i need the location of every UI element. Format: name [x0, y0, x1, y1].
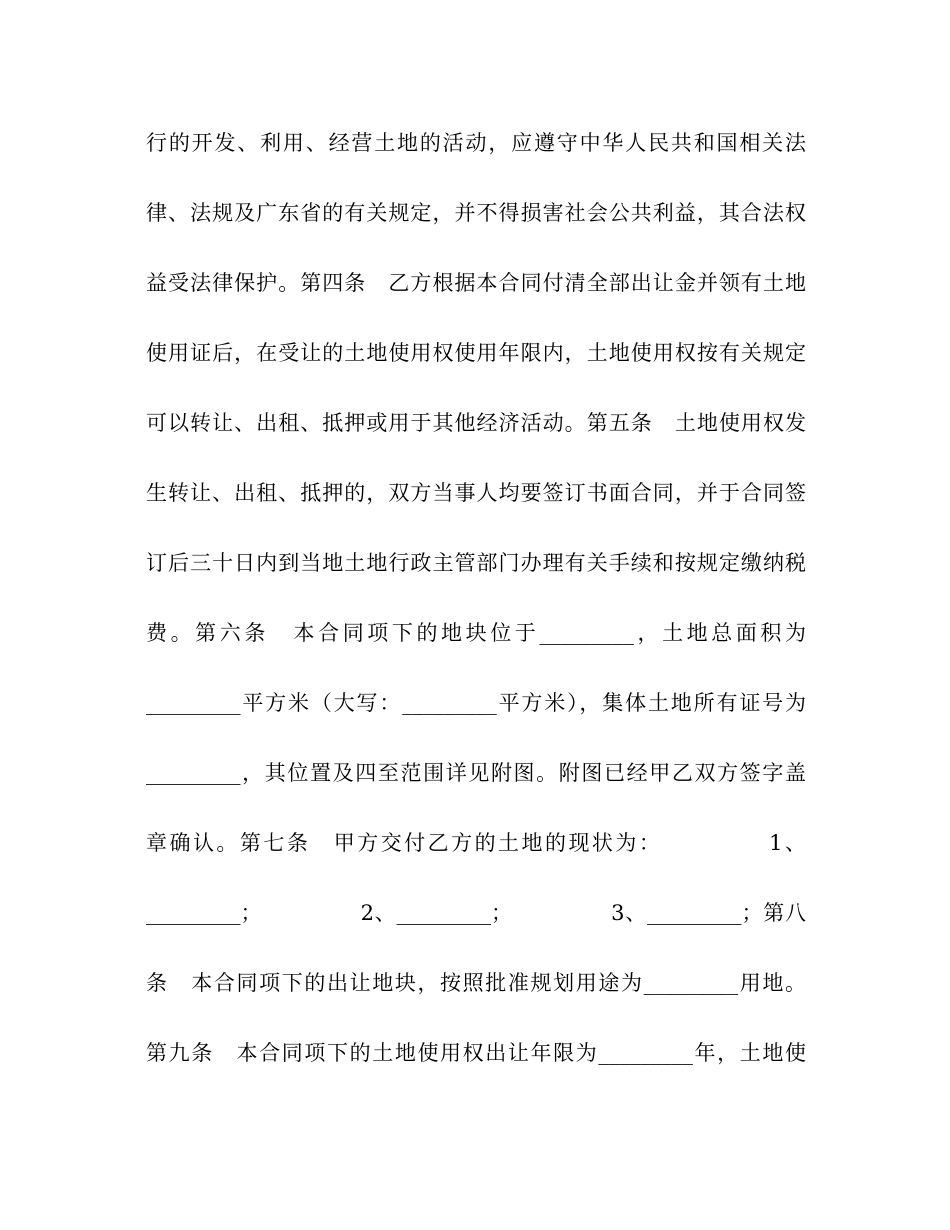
- text-line-7: 订后三十日内到当地土地行政主管部门办理有关手续和按规定缴纳税: [146, 551, 806, 575]
- text-line-1: 行的开发、利用、经营土地的活动，应遵守中华人民共和国相关法: [146, 131, 806, 155]
- text-line-8: 费。第六条 本合同项下的地块位于_________，土地总面积为: [146, 621, 806, 645]
- text-line-14: 第九条 本合同项下的土地使用权出让年限为_________年，土地使: [146, 1041, 806, 1065]
- text-line-2: 律、法规及广东省的有关规定，并不得损害社会公共利益，其合法权: [146, 201, 806, 225]
- text-line-13: 条 本合同项下的出让地块，按照批准规划用途为_________用地。: [146, 971, 806, 995]
- text-line-9: _________平方米（大写：_________平方米），集体土地所有证号为: [146, 691, 806, 715]
- text-line-10: _________，其位置及四至范围详见附图。附图已经甲乙双方签字盖: [146, 761, 806, 785]
- text-line-12: _________； 2、_________； 3、_________；第八: [146, 901, 806, 925]
- text-line-5: 可以转让、出租、抵押或用于其他经济活动。第五条 土地使用权发: [146, 411, 806, 435]
- text-line-3: 益受法律保护。第四条 乙方根据本合同付清全部出让金并领有土地: [146, 271, 806, 295]
- text-line-6: 生转让、出租、抵押的，双方当事人均要签订书面合同，并于合同签: [146, 481, 806, 505]
- text-line-11: 章确认。第七条 甲方交付乙方的土地的现状为： 1、: [146, 831, 806, 855]
- text-line-4: 使用证后，在受让的土地使用权使用年限内，土地使用权按有关规定: [146, 341, 806, 365]
